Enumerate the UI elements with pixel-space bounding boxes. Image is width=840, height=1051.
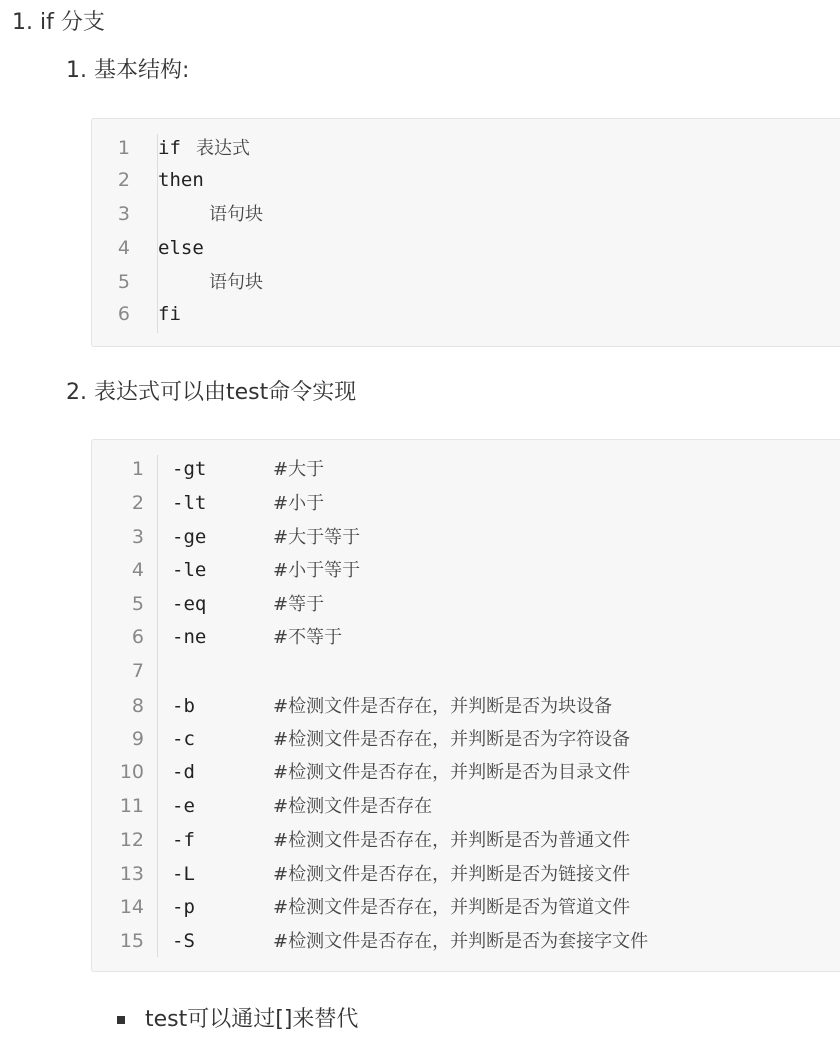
line-number: 2	[117, 169, 130, 191]
code-text: -ne	[172, 626, 207, 648]
code-comment: #等于	[273, 594, 325, 615]
code-comment: #大于等于	[273, 527, 361, 548]
section-number: 1.	[12, 10, 33, 35]
code-text: -eq	[172, 593, 207, 615]
line-number: 3	[117, 203, 130, 225]
code-comment: #小于等于	[273, 560, 361, 581]
code-comment: #大于	[273, 459, 325, 480]
line-number: 15	[119, 930, 144, 952]
code-comment: #检测文件是否存在，并判断是否为管道文件	[273, 897, 631, 918]
code-text: -d	[172, 761, 195, 783]
line-number: 2	[131, 492, 144, 514]
subsection-heading-test-command	[66, 378, 356, 408]
section-heading	[12, 8, 105, 38]
line-number: 10	[119, 761, 144, 783]
line-number: 7	[131, 660, 144, 682]
line-number: 13	[119, 863, 144, 885]
line-number: 4	[117, 237, 130, 259]
line-number: 1	[131, 458, 144, 480]
code-text: if	[158, 137, 181, 159]
code-block-test-operators	[91, 439, 840, 972]
code-comment: #检测文件是否存在，并判断是否为字符设备	[273, 729, 631, 750]
code-comment: #检测文件是否存在，并判断是否为套接字文件	[273, 931, 649, 952]
subsection-number: 1.	[66, 58, 87, 83]
code-comment: #检测文件是否存在	[273, 796, 433, 817]
subsection-title: 表达式可以由test命令实现	[94, 380, 357, 405]
code-comment: #小于	[273, 493, 325, 514]
line-number: 4	[131, 559, 144, 581]
line-number: 6	[117, 303, 130, 325]
line-number: 1	[117, 137, 130, 159]
line-number: 3	[131, 526, 144, 548]
code-comment: #检测文件是否存在，并判断是否为目录文件	[273, 762, 631, 783]
code-text: -L	[172, 863, 195, 885]
line-number: 9	[131, 728, 144, 750]
code-comment: 表达式	[196, 138, 250, 159]
code-block-basic-structure	[91, 118, 840, 347]
code-text: -S	[172, 930, 195, 952]
code-text: then	[158, 169, 204, 191]
code-comment: 语句块	[209, 204, 263, 225]
bullet-text: test可以通过[]来替代	[145, 1007, 359, 1032]
code-text: -e	[172, 795, 195, 817]
code-text: else	[158, 237, 204, 259]
code-text: -c	[172, 728, 195, 750]
line-number: 5	[117, 271, 130, 293]
code-text: fi	[158, 303, 181, 325]
code-text: -b	[172, 695, 195, 717]
code-comment: #检测文件是否存在，并判断是否为链接文件	[273, 864, 631, 885]
subsection-title: 基本结构:	[94, 58, 190, 83]
subsection-heading-basic-structure	[66, 56, 189, 86]
line-number: 5	[131, 593, 144, 615]
code-text: -lt	[172, 492, 207, 514]
code-comment: #检测文件是否存在，并判断是否为块设备	[273, 696, 613, 717]
code-text: -f	[172, 829, 195, 851]
code-comment: 语句块	[209, 272, 263, 293]
code-comment: #检测文件是否存在，并判断是否为普通文件	[273, 830, 631, 851]
subsection-number: 2.	[66, 380, 87, 405]
line-number: 12	[119, 829, 144, 851]
line-number: 6	[131, 626, 144, 648]
line-number: 11	[119, 795, 144, 817]
code-comment: #不等于	[273, 627, 343, 648]
line-number: 8	[131, 695, 144, 717]
line-number: 14	[119, 896, 144, 918]
code-text: -p	[172, 896, 195, 918]
section-title: if 分支	[40, 10, 105, 35]
square-bullet-icon	[117, 1016, 125, 1024]
code-text: -le	[172, 559, 207, 581]
code-text: -gt	[172, 458, 207, 480]
code-text: -ge	[172, 526, 207, 548]
line-number-divider	[157, 455, 158, 957]
